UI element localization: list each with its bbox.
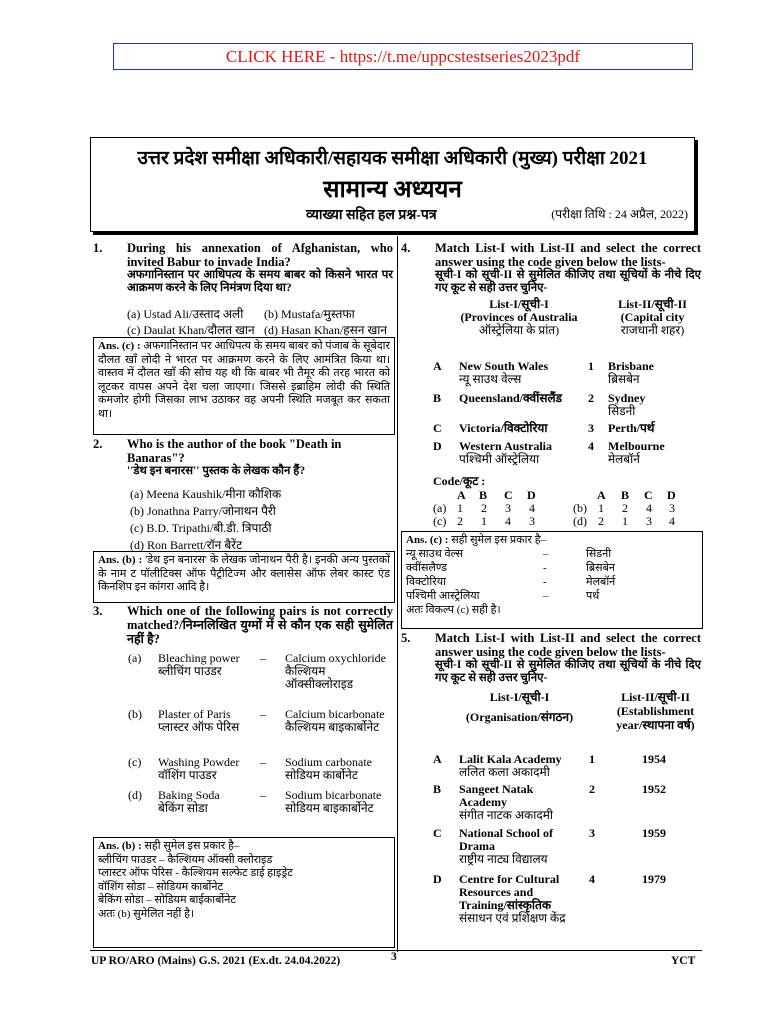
option-b: (b) Jonathna Parry/जोनाथन पैरी [130, 504, 276, 518]
answer-row [406, 576, 698, 590]
code-option: (d) [573, 514, 587, 528]
code-col: D [667, 488, 676, 502]
answer-cell: – [543, 547, 549, 560]
answer-line: बेकिंग सोडा – सोडियम बाईकार्बोनेट [98, 894, 236, 906]
question-text-en: Match List-I with List-II and select the correct answer using the code given below the lists- [435, 241, 701, 269]
question-5 [401, 631, 701, 685]
list-subtitle: (Provinces of Australia [460, 310, 578, 324]
item-left: Plaster of Paris [158, 707, 231, 721]
list-subtitle: (Organisation/संगठन) [465, 710, 574, 724]
question-text-hi: अफगानिस्तान पर आधिपत्य के समय बाबर को किसने भारत पर आक्रमण करने के लिए निमंत्रण दिया था? [127, 269, 393, 294]
match-row [433, 422, 701, 440]
item-right: 1952 [642, 782, 666, 796]
item-right: Perth/पर्थ [608, 421, 655, 435]
code-value: 1 [598, 501, 604, 515]
question-3: 3. Which one of the following pairs is not correctly matched?/निम्नलिखित युग्मों में से कौन एक सही सुमेलित नहीं है? [93, 604, 393, 646]
row-key: C [433, 826, 442, 840]
question-text-en: Match List-I with List-II and select the correct answer using the code given below the lists- [435, 631, 701, 659]
item-left-hi: संसाधन एवं प्रशिक्षण केंद्र [459, 911, 566, 925]
option-a: (a) Meena Kaushik/मीना कौशिक [130, 487, 282, 501]
item-right: Melbourne [608, 439, 665, 453]
row-number: 3 [588, 421, 594, 435]
code-option: (c) [433, 514, 447, 528]
answer-explanation: अफगानिस्तान पर आधिपत्य के समय बाबर को पंजाब के सूबेदार दौलत खाँ लोदी ने भारत पर आक्रमण करने के लिए आमंत्रित किया था। वास्तव में दौलत खाँ की सोच यह थी कि बाबर भी तैमूर की तरह भारत को लूटकर वापस अपने देश चला जाएगा। जिससे इब्राहिम लोदी की स्थिति कमजोर होगी जिसका लाभ उठाकर वह अपनी स्थिति मजबूत कर सकता था। [98, 340, 391, 420]
answer-line: सही सुमेल इस प्रकार है– [144, 840, 240, 852]
item-left: Sangeet Natak Academy [459, 782, 534, 809]
item-right: 1979 [642, 872, 666, 886]
question-text-en: Who is the author of the book "Death in Banaras"? [127, 437, 342, 465]
row-key: A [433, 359, 442, 373]
row-number: 3 [589, 826, 595, 840]
answer-cell: पश्चिमी आस्ट्रेलिया [406, 589, 480, 602]
code-option: (b) [573, 501, 587, 515]
option-label: (d) [128, 788, 142, 802]
code-value: 2 [598, 514, 604, 528]
list-title: List-II/सूची-II [621, 690, 690, 704]
code-value: 4 [505, 514, 511, 528]
answer-line: ब्लीचिंग पाउडर – कैल्शियम ऑक्सी क्लोराइड [98, 853, 273, 866]
code-col: D [527, 488, 536, 502]
list-subtitle-hi: राजधानी शहर) [620, 323, 685, 337]
code-value: 3 [646, 514, 652, 528]
code-value: 2 [481, 501, 487, 515]
telegram-link-banner[interactable]: CLICK HERE - https://t.me/uppcstestseries2023pdf [113, 43, 693, 70]
code-col: B [479, 488, 488, 502]
code-value: 1 [622, 514, 628, 528]
answer-cell: विक्टोरिया [406, 575, 446, 588]
list2-header [600, 298, 705, 337]
question-text-hi: सूची-I को सूची-II से सुमेलित कीजिए तथा सूचियों के नीचे दिए गए कूट से सही उत्तर चुनिए- [435, 659, 701, 684]
question-text-en: Which one of the following pairs is not correctly matched? [127, 604, 393, 632]
option-d: (d) Ron Barrett/रॉन बैरेंट [130, 538, 243, 552]
match-row [433, 827, 701, 873]
item-left-hi: राष्ट्रीय नाट्य विद्यालय [459, 852, 548, 866]
option-c: (c) Daulat Khan/दौलत खान [127, 323, 255, 337]
answer-cell: – [543, 589, 549, 602]
answer-cell: न्यू साउथ वेल्स [406, 547, 464, 560]
question-number: 4. [401, 241, 411, 255]
answer-label: Ans. (c) : [406, 534, 449, 546]
item-left: Victoria/विक्टोरिया [459, 421, 548, 435]
item-left: Washing Powder [158, 755, 240, 769]
code-value: 1 [481, 514, 487, 528]
item-left: New South Wales [459, 359, 549, 373]
option-label: (a) [128, 651, 142, 665]
question-number: 3. [93, 604, 103, 618]
question-text-hi: ''डेथ इन बनारस'' पुस्तक के लेखक कौन हैं? [127, 465, 306, 477]
question-text-hi: निम्नलिखित युग्मों में से कौन एक सही सुमेलित नहीं है? [127, 618, 393, 646]
code-value: 4 [646, 501, 652, 515]
list1-header [452, 690, 587, 724]
list-title: List-II/सूची-II [618, 297, 687, 311]
row-key: B [433, 391, 442, 405]
option-b: (b) Mustafa/मुस्तफा [264, 307, 355, 321]
answer-label: Ans. (b) : [98, 554, 143, 566]
item-left: Centre for Cultural Resources and Training/सांस्कृतिक [459, 872, 560, 912]
code-value: 1 [457, 501, 463, 515]
code-col: C [644, 488, 653, 502]
answer-cell: मेलबॉर्न [586, 575, 616, 588]
item-right: 1959 [642, 826, 666, 840]
match-row [433, 783, 701, 827]
code-value: 2 [622, 501, 628, 515]
code-col: B [621, 488, 630, 502]
item-left-hi: प्लास्टर ऑफ पेरिस [158, 720, 240, 734]
answer-box-2 [93, 551, 395, 603]
item-right: Sydney [608, 391, 646, 405]
list-subtitle: (Establishment year/स्थापना वर्ष) [616, 704, 695, 732]
answer-row [406, 590, 698, 604]
footer-exam-info: UP RO/ARO (Mains) G.S. 2021 (Ex.dt. 24.04.2022) [91, 955, 341, 967]
answer-cell: - [543, 561, 547, 574]
answer-label: Ans. (c) : [98, 340, 141, 352]
question-2 [93, 437, 393, 478]
code-col: A [597, 488, 606, 502]
answer-line: अतः (b) सुमेलित नहीं है। [98, 907, 195, 920]
item-left-hi: बेकिंग सोडा [158, 801, 208, 815]
question-4 [401, 241, 701, 295]
code-value: 3 [505, 501, 511, 515]
answer-cell: ब्रिसबेन [586, 561, 615, 574]
exam-title: उत्तर प्रदेश समीक्षा अधिकारी/सहायक समीक्षा अधिकारी (मुख्य) परीक्षा 2021 [137, 148, 648, 169]
item-right: 1954 [642, 752, 666, 766]
item-right-hi: कैल्शियम बाइकार्बोनेट [285, 720, 380, 734]
item-right-hi: सिडनी [608, 404, 636, 418]
item-left: National School of Drama [459, 826, 554, 853]
answer-box-1 [93, 337, 395, 435]
question-number: 5. [401, 631, 411, 645]
exam-header [90, 137, 695, 232]
item-left-hi: वॉशिंग पाउडर [158, 768, 217, 782]
option-c: (c) B.D. Tripathi/बी.डी. त्रिपाठी [130, 521, 272, 535]
row-number: 2 [588, 391, 594, 405]
item-right-hi: ब्रिसबेन [608, 372, 640, 386]
option-label: (b) [128, 707, 142, 721]
question-text-hi: सूची-I को सूची-II से सुमेलित कीजिए तथा सूचियों के नीचे दिए गए कूट से सही उत्तर चुनिए- [435, 269, 701, 294]
item-right-hi: सोडियम कार्बोनेट [285, 768, 358, 782]
match-row: (d) Baking Soda बेकिंग सोडा – Sodium bicarbonate सोडियम बाइकार्बोनेट [128, 788, 382, 815]
code-value: 3 [669, 501, 675, 515]
item-left-hi: संगीत नाटक अकादमी [459, 808, 553, 822]
row-number: 1 [588, 359, 594, 373]
answer-cell: पर्थ [586, 589, 600, 602]
question-text-en: During his annexation of Afghanistan, who invited Babur to invade India? [127, 241, 393, 269]
row-key: C [433, 421, 442, 435]
answer-row [406, 548, 698, 562]
match-row: (b) Plaster of Paris प्लास्टर ऑफ पेरिस – Calcium bicarbonate कैल्शियम बाइकार्बोनेट [128, 707, 385, 734]
answer-line: अतः विकल्प (c) सही है। [406, 603, 501, 616]
match-row [433, 753, 701, 783]
item-right-hi: सोडियम बाइकार्बोनेट [285, 801, 374, 815]
row-number: 4 [588, 439, 594, 453]
row-key: D [433, 872, 442, 886]
item-right-hi: मेलबॉर्न [608, 452, 640, 466]
answer-cell: क्वींसलैण्ड [406, 561, 447, 574]
match-row [433, 873, 701, 937]
column-divider [397, 236, 398, 952]
match-table-q5 [433, 753, 701, 937]
option-a: (a) Ustad Ali/उस्ताद अली [127, 307, 244, 321]
option-label: (c) [128, 755, 142, 769]
code-value: 4 [669, 514, 675, 528]
item-right: Calcium bicarbonate [285, 707, 385, 721]
answer-box-4 [401, 531, 703, 629]
answer-explanation: 'डेथ इन बनारस' के लेखक जोनाथन पैरी है। इनकी अन्य पुस्तकों के नाम ट पॉलीटिक्स ऑफ पैट्रीटिज्म और क्लासेस ऑफ लेबर कास्ट एंड किनशिप इन कांगरा आदि है। [98, 554, 391, 593]
list-subtitle: (Capital city [620, 310, 685, 324]
list-title: List-I/सूची-I [489, 690, 550, 704]
item-left: Western Australia [459, 439, 552, 453]
item-left-hi: ललित कला अकादमी [459, 765, 550, 779]
answer-label: Ans. (b) : [98, 840, 142, 852]
item-left: Baking Soda [158, 788, 220, 802]
footer-publisher: YCT [671, 955, 696, 967]
question-number: 1. [93, 241, 103, 255]
code-option: (a) [433, 501, 447, 515]
answer-cell: - [543, 575, 547, 588]
code-value: 3 [529, 514, 535, 528]
row-key: B [433, 782, 442, 796]
item-right: Brisbane [608, 359, 655, 373]
match-row [433, 440, 701, 470]
code-col: A [457, 488, 466, 502]
match-row: (a) Bleaching power ब्लीचिंग पाउडर – Calcium oxychloride कैल्शियम ऑक्सीक्लोराइड [128, 651, 386, 691]
answer-row [406, 562, 698, 576]
item-left-hi: ब्लीचिंग पाउडर [158, 664, 222, 678]
code-value: 4 [529, 501, 535, 515]
match-table-q4 [433, 360, 701, 470]
code-table [433, 488, 705, 528]
subject-title: सामान्य अध्ययन [323, 177, 462, 203]
code-col: C [504, 488, 513, 502]
answer-cell: सिडनी [586, 547, 612, 560]
paper-subtitle: व्याख्या सहित हल प्रश्न-पत्र [306, 208, 437, 223]
item-right: Sodium bicarbonate [285, 788, 382, 802]
match-row [433, 360, 701, 392]
match-table-q3 [128, 652, 393, 829]
question-1 [93, 241, 393, 295]
option-d: (d) Hasan Khan/हसन खान [264, 323, 388, 337]
list-subtitle-hi: ऑस्ट्रेलिया के प्रांत) [478, 323, 560, 337]
item-left: Queensland/क्वींसलैंड [459, 391, 563, 405]
page-number: 3 [391, 951, 397, 963]
item-right-hi: कैल्शियम ऑक्सीक्लोराइड [285, 664, 354, 691]
row-key: A [433, 752, 442, 766]
row-key: D [433, 439, 442, 453]
row-number: 2 [589, 782, 595, 796]
question-number: 2. [93, 437, 103, 451]
answer-line: वॉशिंग सोडा – सोडियम कार्बोनेट [98, 880, 224, 893]
row-number: 1 [589, 752, 595, 766]
list-title: List-I/सूची-I [489, 297, 549, 311]
item-right: Calcium oxychloride [285, 651, 386, 665]
match-row [433, 392, 701, 422]
answer-box-3 [93, 837, 395, 948]
list2-header [608, 690, 703, 732]
list1-header [460, 298, 578, 337]
item-left: Bleaching power [158, 651, 240, 665]
code-label: Code/कूट : [433, 474, 486, 488]
code-value: 2 [457, 514, 463, 528]
item-right: Sodium carbonate [285, 755, 372, 769]
answer-line: प्लास्टर ऑफ पेरिस - कैल्शियम सल्फेट डाई हाइड्रेट [98, 867, 293, 879]
code-row [433, 514, 705, 528]
item-left-hi: न्यू साउथ वेल्स [459, 372, 522, 386]
item-left: Lalit Kala Academy [459, 752, 562, 766]
row-number: 4 [589, 872, 595, 886]
match-row: (c) Washing Powder वॉशिंग पाउडर – Sodium carbonate सोडियम कार्बोनेट [128, 755, 372, 782]
exam-date: (परीक्षा तिथि : 24 अप्रैल, 2022) [551, 207, 688, 221]
item-left-hi: पश्चिमी ऑस्ट्रेलिया [459, 452, 540, 466]
answer-line: सही सुमेल इस प्रकार है– [451, 534, 547, 546]
